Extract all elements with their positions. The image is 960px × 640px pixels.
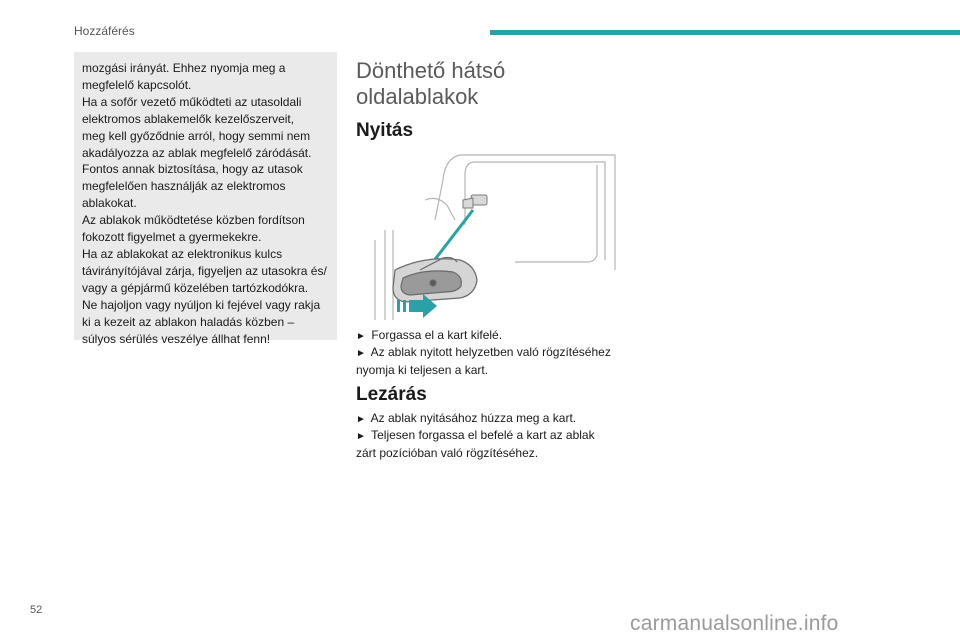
warning-line: Ha az ablakokat az elektronikus kulcs [82,246,283,261]
opening-step-1 [356,327,502,345]
bullet-arrow-icon: ► [356,414,366,425]
title-line-2: oldalablakok [356,84,479,109]
accent-bar [490,30,960,35]
step-text-cont: nyomja ki teljesen a kart. [356,363,489,377]
warning-line: súlyos sérülés veszélye állhat fenn! [82,331,271,346]
warning-line: fokozott figyelmet a gyermekekre. [82,230,262,245]
closing-heading: Lezárás [356,384,427,405]
title-line-1: Dönthető hátsó [356,58,506,83]
step-text: Forgassa el a kart kifelé. [371,328,503,342]
opening-step-2 [356,344,611,379]
step-text: Teljesen forgassa el befelé a kart az ablak [371,428,595,442]
warning-line: Az ablakok működtetése közben fordítson [82,213,305,228]
warning-line: ki a kezeit az ablakon haladás közben – [82,314,295,329]
opening-heading: Nyitás [356,120,414,141]
warning-line: Ne hajoljon vagy nyúljon ki fejével vagy rakja [82,297,321,312]
warning-line: Fontos annak biztosítása, hogy az utasok [82,162,303,177]
bullet-arrow-icon: ► [356,331,366,342]
page-number: 52 [30,604,43,616]
closing-step-2 [356,427,595,462]
warning-line: mozgási irányát. Ehhez nyomja meg a [82,61,286,75]
step-text: Az ablak nyitott helyzetben való rögzítéséhez [370,345,611,359]
warning-line: akadályozza az ablak megfelelő záródását. [82,145,312,160]
warning-line: megfelelően használják az elektromos [82,179,286,194]
warning-line: Ha a sofőr vezető működteti az utasoldali [82,94,302,109]
bullet-arrow-icon: ► [356,348,366,359]
warning-line: távirányítójával zárja, figyeljen az utasokra és/ [82,263,327,278]
window-latch-illustration [365,150,620,320]
step-text: Az ablak nyitásához húzza meg a kart. [370,411,577,425]
warning-line: megfelelő kapcsolót. [82,77,192,92]
closing-step-1 [356,410,576,428]
page-title [356,58,505,110]
warning-line: elektromos ablakemelők kezelőszerveit, [82,111,295,126]
large-latch [393,258,477,303]
small-latch [463,195,487,208]
warning-line: ablakokat. [82,196,137,211]
warning-box [74,52,337,346]
watermark: carmanualsonline.info [630,612,839,635]
section-header: Hozzáférés [74,24,135,38]
bullet-arrow-icon: ► [356,431,366,442]
warning-line: vagy a gépjármű közelében tartózkodókra. [82,280,309,295]
step-text-cont: zárt pozícióban való rögzítéséhez. [356,446,539,460]
warning-line: meg kell győződnie arról, hogy semmi nem [82,128,311,143]
